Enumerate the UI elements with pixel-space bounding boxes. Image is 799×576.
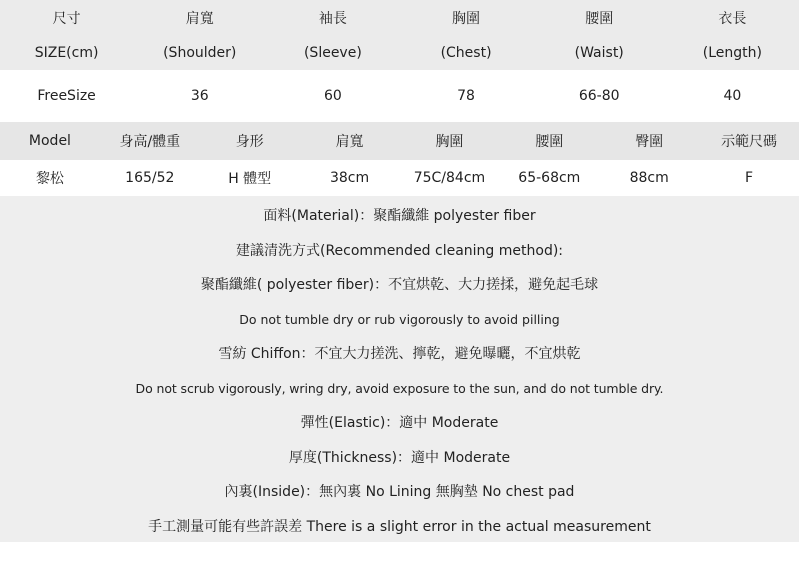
model-cell: 88cm xyxy=(599,160,699,196)
size-table-row xyxy=(0,70,799,122)
model-header: 胸圍 xyxy=(400,122,500,160)
model-cell: F xyxy=(699,160,799,196)
measurement-disclaimer: 手工測量可能有些許誤差 There is a slight error in the actual measurement xyxy=(148,518,651,535)
material-note: 面料(Material)：聚酯纖維 polyester fiber xyxy=(263,208,536,224)
model-cell: 黎松 xyxy=(0,160,100,196)
bottom-spacer xyxy=(0,542,799,576)
size-header-en: SIZE(cm) xyxy=(0,36,133,70)
model-cell: 75C/84cm xyxy=(400,160,500,196)
size-table-header-en xyxy=(0,36,799,70)
chiffon-care-note-en: Do not scrub vigorously, wring dry, avoid exposure to the sun, and do not tumble dry. xyxy=(135,380,664,396)
model-header: Model xyxy=(0,122,100,160)
care-notes xyxy=(0,196,799,542)
cleaning-method-heading: 建議清洗方式(Recommended cleaning method): xyxy=(235,242,564,259)
size-cell: 36 xyxy=(133,70,266,122)
size-header-en: (Length) xyxy=(666,36,799,70)
size-cell: 40 xyxy=(666,70,799,122)
size-header-zh: 胸圍 xyxy=(399,0,532,36)
model-cell: 38cm xyxy=(300,160,400,196)
size-header-zh: 腰圍 xyxy=(533,0,666,36)
size-cell: 66-80 xyxy=(533,70,666,122)
chiffon-care-note: 雪紡 Chiffon：不宜大力搓洗、擰乾，避免曝曬，不宜烘乾 xyxy=(218,346,581,362)
size-cell: FreeSize xyxy=(0,70,133,122)
model-header: 腰圍 xyxy=(499,122,599,160)
size-cell: 60 xyxy=(266,70,399,122)
model-header: 身形 xyxy=(200,122,300,160)
model-cell: 65-68cm xyxy=(499,160,599,196)
size-header-en: (Waist) xyxy=(533,36,666,70)
size-cell: 78 xyxy=(399,70,532,122)
model-table xyxy=(0,122,799,196)
model-header: 示範尺碼 xyxy=(699,122,799,160)
inside-note: 內裏(Inside)：無內裏 No Lining 無胸墊 No chest pad xyxy=(224,484,575,500)
model-header: 身高/體重 xyxy=(100,122,200,160)
elastic-note: 彈性(Elastic)：適中 Moderate xyxy=(300,415,499,431)
polyester-care-note-en: Do not tumble dry or rub vigorously to avoid pilling xyxy=(239,311,560,327)
polyester-care-note: 聚酯纖維( polyester fiber)：不宜烘乾、大力搓揉，避免起毛球 xyxy=(200,277,599,293)
model-table-header xyxy=(0,122,799,160)
size-header-zh: 尺寸 xyxy=(0,0,133,36)
size-header-en: (Sleeve) xyxy=(266,36,399,70)
model-table-row xyxy=(0,160,799,196)
model-header: 肩寬 xyxy=(300,122,400,160)
size-header-zh: 袖長 xyxy=(266,0,399,36)
size-header-en: (Shoulder) xyxy=(133,36,266,70)
size-header-zh: 肩寬 xyxy=(133,0,266,36)
model-cell: H 體型 xyxy=(200,160,300,196)
model-cell: 165/52 xyxy=(100,160,200,196)
size-table-header-zh xyxy=(0,0,799,36)
size-table xyxy=(0,0,799,122)
size-header-zh: 衣長 xyxy=(666,0,799,36)
size-header-en: (Chest) xyxy=(399,36,532,70)
thickness-note: 厚度(Thickness)：適中 Moderate xyxy=(288,449,511,466)
model-header: 臀圍 xyxy=(599,122,699,160)
